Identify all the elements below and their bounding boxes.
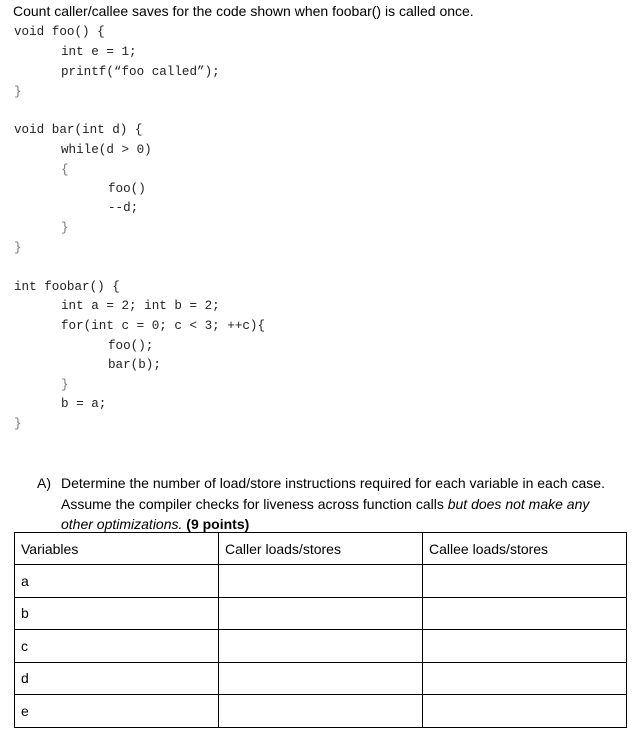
table-header-row	[15, 533, 627, 565]
question-line-1: Determine the number of load/store instructions required for each variable in each case.	[61, 475, 605, 491]
code-line: bar(b);	[108, 358, 161, 372]
code-line: int foobar() {	[14, 280, 120, 294]
code-line: foo();	[108, 339, 154, 353]
table-row	[15, 565, 627, 598]
question-line-3-italic: other optimizations.	[61, 516, 183, 532]
code-line: }	[61, 378, 69, 392]
code-line: printf(“foo called”);	[61, 65, 220, 79]
caller-answer-cell[interactable]	[219, 695, 423, 728]
answer-table	[14, 532, 627, 728]
question-line-2-italic: but does not make any	[447, 495, 590, 512]
code-line: }	[14, 241, 22, 255]
callee-answer-cell[interactable]	[423, 662, 627, 695]
callee-answer-cell[interactable]	[423, 565, 627, 598]
caller-answer-cell[interactable]	[219, 597, 423, 630]
code-line: while(d > 0)	[61, 143, 152, 157]
code-line: }	[61, 221, 69, 235]
question-line-2	[61, 494, 631, 515]
code-line: for(int c = 0; c < 3; ++c){	[61, 319, 266, 333]
variable-cell: c	[15, 630, 219, 663]
table-row	[15, 695, 627, 728]
problem-heading: Count caller/callee saves for the code shown when foobar() is called once.	[13, 3, 474, 19]
code-line: int e = 1;	[61, 45, 137, 59]
code-line: --d;	[108, 201, 139, 215]
code-line: void foo() {	[14, 25, 105, 39]
caller-answer-cell[interactable]	[219, 630, 423, 663]
code-line: {	[61, 163, 69, 177]
points-label: (9 points)	[186, 516, 250, 532]
table-row	[15, 630, 627, 663]
caller-answer-cell[interactable]	[219, 662, 423, 695]
caller-answer-cell[interactable]	[219, 565, 423, 598]
code-line: int a = 2; int b = 2;	[61, 299, 220, 313]
callee-answer-cell[interactable]	[423, 597, 627, 630]
callee-answer-cell[interactable]	[423, 630, 627, 663]
code-line: b = a;	[61, 397, 107, 411]
column-header-callee: Callee loads/stores	[423, 533, 627, 565]
code-line: }	[14, 417, 22, 431]
variable-cell: b	[15, 597, 219, 630]
variable-cell: a	[15, 565, 219, 598]
table-row	[15, 662, 627, 695]
column-header-variables: Variables	[15, 533, 219, 565]
code-line: void bar(int d) {	[14, 123, 143, 137]
code-line: }	[14, 85, 22, 99]
question-line-2-plain: Assume the compiler checks for liveness across function calls	[61, 495, 448, 512]
callee-answer-cell[interactable]	[423, 695, 627, 728]
variable-cell: d	[15, 662, 219, 695]
question-marker: A)	[37, 475, 51, 491]
column-header-caller: Caller loads/stores	[219, 533, 423, 565]
table-row	[15, 597, 627, 630]
code-line: foo()	[108, 182, 146, 196]
variable-cell: e	[15, 695, 219, 728]
